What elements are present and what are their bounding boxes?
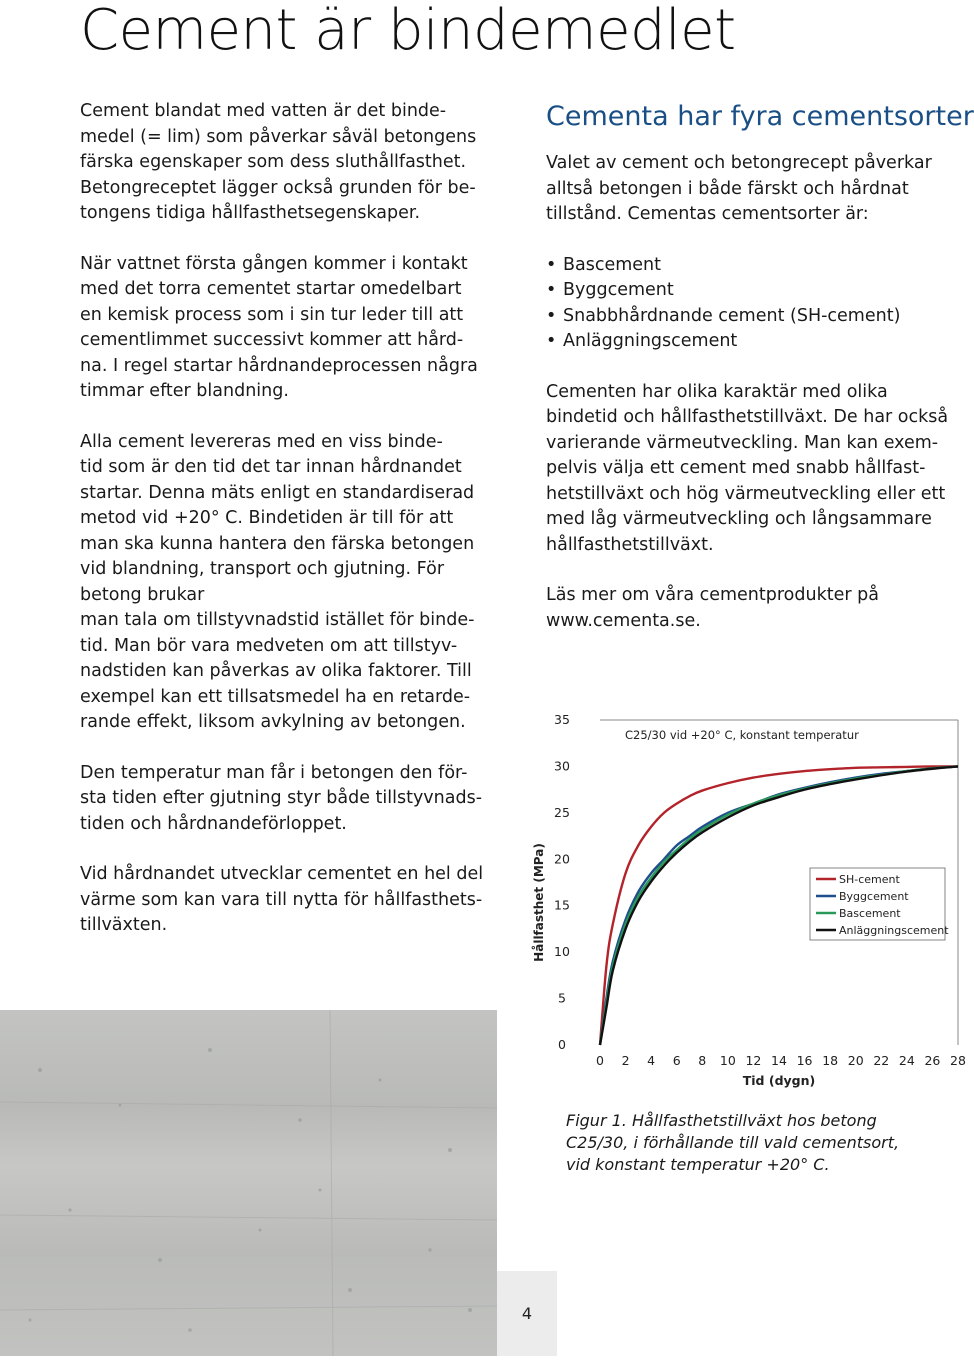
x-tick-label: 22	[873, 1053, 890, 1068]
x-tick-label: 14	[771, 1053, 787, 1068]
list-item: • Anläggningscement	[546, 329, 956, 355]
body-paragraph: Cementen har olika karaktär med olika bindetid och hållfasthetstillväxt. De har också varierande värmeutveckling. Man kan exem- pelvis välja ett cement med snabb hållfast- hetstillväxt och hög värmeutveckling eller ett med låg värmeutveckling och långsammare hållfasthetstillväxt.	[546, 381, 949, 555]
right-column	[546, 98, 974, 659]
paragraph: Vid hårdnandet utvecklar cementet en hel del värme som kan vara till nytta för hållfasthets- tillväxten.	[80, 864, 484, 935]
intro-paragraph: Valet av cement och betongrecept påverkar alltså betongen i både färskt och hårdnat tillstånd. Cementas cementsorter är:	[546, 153, 932, 224]
page-title: Cement är bindemedlet	[80, 0, 736, 63]
y-tick-label: 15	[554, 897, 570, 913]
y-axis-label: Hållfasthet (MPa)	[532, 843, 546, 962]
read-more-link[interactable]: Läs mer om våra cementprodukter på www.cementa.se.	[546, 585, 879, 631]
paragraph: Cement blandat med vatten är det binde- medel (= lim) som påverkar såväl betongens färska egenskaper som dess sluthållfasthet. Betongreceptet lägger också grunden för be- tongens tidiga hållfasthetsegenskaper.	[80, 101, 477, 223]
y-tick-label: 5	[558, 990, 566, 1006]
x-tick-label: 24	[898, 1053, 915, 1068]
x-tick-label: 26	[924, 1053, 941, 1068]
legend-entry: Anläggningscement	[839, 924, 949, 937]
paragraph: När vattnet första gången kommer i kontakt med det torra cementet startar omedelbart en kemisk process som i sin tur leder till att cementlimmet successivt kommer att hård- na. I regel startar hårdnandeprocessen några timmar efter blandning.	[80, 253, 478, 401]
x-tick-label: 28	[950, 1053, 966, 1068]
left-column	[80, 99, 500, 964]
x-tick-label: 2	[621, 1053, 630, 1068]
page-number: 4	[497, 1271, 557, 1356]
x-tick-label: 8	[698, 1053, 707, 1068]
strength-growth-chart	[530, 700, 966, 1100]
section-heading: Cementa har fyra cementsorter	[546, 101, 974, 132]
y-tick-label: 30	[554, 758, 570, 774]
list-item: • Bascement	[546, 253, 956, 279]
paragraph: Den temperatur man får i betongen den för- sta tiden efter gjutning styr både tillstyvnads- tiden och hårdnandeförloppet.	[80, 762, 483, 834]
y-tick-label: 20	[554, 851, 570, 867]
legend-entry: SH-cement	[839, 873, 900, 886]
legend-entry: Bascement	[839, 907, 901, 920]
y-tick-label: 10	[554, 944, 570, 960]
y-tick-label: 35	[554, 712, 570, 727]
x-tick-label: 6	[672, 1053, 681, 1068]
concrete-texture	[0, 1010, 497, 1356]
y-tick-label: 25	[554, 804, 570, 820]
x-tick-label: 4	[647, 1053, 656, 1068]
x-tick-label: 12	[745, 1053, 762, 1068]
x-tick-label: 0	[596, 1053, 604, 1068]
figure-caption: Figur 1. Hållfasthetstillväxt hos betong C25/30, i förhållande till vald cementsort, vid konstant temperatur +20° C.	[566, 1111, 900, 1174]
chart-title: C25/30 vid +20° C, konstant temperatur	[625, 728, 859, 742]
cement-type-list	[546, 253, 956, 355]
paragraph: Alla cement levereras med en viss binde- tid som är den tid det tar innan hårdnandet startar. Denna mäts enligt en standardiserad metod vid +20° C. Bindetiden är till för att man ska kunna hantera den färska betongen vid blandning, transport och gjutning. För betong brukar man tala om tillstyvnadstid istället för binde- tid. Man bör vara medveten om att tillstyv- nadstiden kan påverkas av olika faktorer. Till exempel kan ett tillsatsmedel ha en retarde- rande effekt, liksom avkylning av betongen.	[80, 431, 475, 732]
x-tick-label: 16	[796, 1053, 813, 1068]
x-tick-label: 20	[847, 1053, 864, 1068]
y-tick-label: 0	[558, 1037, 566, 1052]
concrete-surface-photo	[0, 1010, 497, 1356]
legend-entry: Byggcement	[839, 890, 909, 903]
x-tick-label: 10	[719, 1053, 736, 1068]
x-axis-label: Tid (dygn)	[742, 1073, 816, 1088]
list-item: • Byggcement	[546, 278, 956, 304]
x-tick-label: 18	[822, 1053, 839, 1068]
list-item: • Snabbhårdnande cement (SH-cement)	[546, 304, 956, 330]
